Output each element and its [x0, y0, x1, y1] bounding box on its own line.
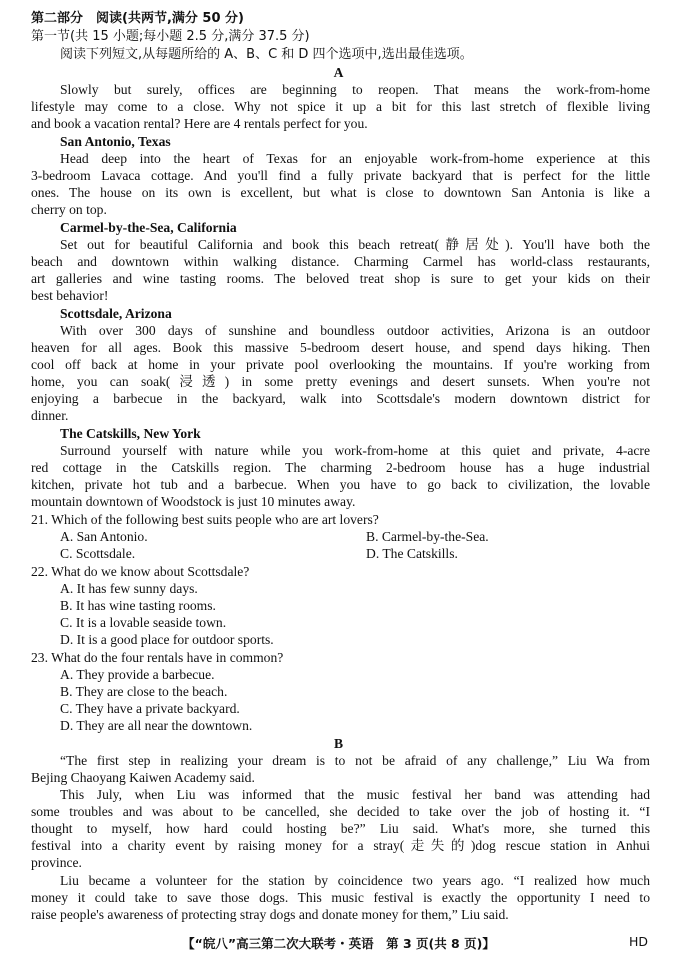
paragraph-line: Bejing Chaoyang Kaiwen Academy said.: [31, 770, 255, 785]
paragraph-line: Surround yourself with nature while you work-from-home at this quiet and private, 4-acre: [60, 443, 650, 458]
paragraph-line: Head deep into the heart of Texas for an enjoyable work-from-home experience at this: [60, 151, 650, 166]
paragraph-line: festival into a charity event by raising money for a stray(走失的)dog rescue station in Anhui: [31, 838, 650, 853]
passage-a-label: A: [333, 65, 344, 80]
question-21-option-c: C. Scottsdale.: [60, 546, 136, 561]
paragraph-line: cool off back at home in your private pool overlooking the mountains. If you're working from: [31, 357, 650, 372]
instruction-text: 阅读下列短文,从每题所给的 A、B、C 和 D 四个选项中,选出最佳选项。: [60, 47, 473, 62]
question-21-option-b: B. Carmel-by-the-Sea.: [366, 529, 489, 544]
paragraph-line: mountain downtown of Woodstock is just 10 minutes away.: [31, 494, 356, 509]
paragraph-line: home, you can soak(浸透) in some pretty evenings and desert sunsets. When you're not: [31, 374, 650, 389]
paragraph-line: 3-bedroom Lavaca cottage. And you'll find a fully private backyard that is perfect for the little: [31, 168, 650, 183]
question-23-option-a: A. They provide a barbecue.: [60, 667, 215, 682]
question-21-option-a: A. San Antonio.: [60, 529, 148, 544]
paragraph-line: cherry on top.: [31, 202, 107, 217]
paragraph-line: province.: [31, 855, 82, 870]
question-23-stem: 23. What do the four rentals have in common?: [31, 650, 284, 665]
question-22-option-b: B. It has wine tasting rooms.: [60, 598, 216, 613]
paragraph-line: ones. The house on its own is excellent, but what is close to downtown San Antonia is like a: [31, 185, 650, 200]
footer-code: HD: [629, 934, 649, 949]
paragraph-line: heaven for all ages. Book this massive 5-bedroom desert house, and spend days hiking. Then: [31, 340, 650, 355]
paragraph-line: With over 300 days of sunshine and boundless outdoor activities, Arizona is an outdoor: [60, 323, 650, 338]
question-23-option-d: D. They are all near the downtown.: [60, 718, 253, 733]
paragraph-line: art galleries and wine tasting rooms. The beloved treat shop is sure to get your kids on their: [31, 271, 650, 286]
paragraph-line: Set out for beautiful California and book this beach retreat(静居处). You'll have both the: [60, 237, 650, 252]
question-22-option-d: D. It is a good place for outdoor sports.: [60, 632, 274, 647]
paragraph-line: Liu became a volunteer for the station by coincidence two years ago. “I realized how much: [60, 873, 650, 888]
paragraph-line: some troubles and was about to be cancelled, she decided to take over the job of hosting it. “I: [31, 804, 650, 819]
rental-heading-carmel: Carmel-by-the-Sea, California: [60, 220, 237, 235]
paragraph-line: This July, when Liu was informed that the music festival her band was attending had: [60, 787, 650, 802]
part-title: 第二部分 阅读(共两节,满分 50 分): [31, 11, 244, 26]
paragraph-line: dinner.: [31, 408, 69, 423]
question-22-option-c: C. It is a lovable seaside town.: [60, 615, 227, 630]
paragraph-line: enjoying a barbecue in the backyard, walk into Scottsdale's modern downtown district for: [31, 391, 650, 406]
paragraph-line: Slowly but surely, offices are beginning to reopen. That means the work-from-home: [60, 82, 650, 97]
question-22-option-a: A. It has few sunny days.: [60, 581, 198, 596]
question-23-option-b: B. They are close to the beach.: [60, 684, 228, 699]
paragraph-line: and book a vacation rental? Here are 4 rentals perfect for you.: [31, 116, 368, 131]
page-footer: 【“皖八”高三第二次大联考・英语 第 3 页(共 8 页)】: [182, 936, 495, 951]
paragraph-line: money it could take to save those dogs. This music festival is exactly the opportunity I need to: [31, 890, 650, 905]
question-22-stem: 22. What do we know about Scottsdale?: [31, 564, 250, 579]
paragraph-line: best behavior!: [31, 288, 109, 303]
section-title: 第一节(共 15 小题;每小题 2.5 分,满分 37.5 分): [31, 29, 310, 44]
paragraph-line: red cottage in the Catskills region. The charming 2-bedroom house has a huge industrial: [31, 460, 650, 475]
rental-heading-scottsdale: Scottsdale, Arizona: [60, 306, 172, 321]
rental-heading-san-antonio: San Antonio, Texas: [60, 134, 171, 149]
question-21-option-d: D. The Catskills.: [366, 546, 458, 561]
paragraph-line: “The first step in realizing your dream is to not be afraid of any challenge,” Liu Wa from: [60, 753, 650, 768]
paragraph-line: thought to myself, how hard could hosting be?” Liu said. What's more, she turned this: [31, 821, 650, 836]
passage-b-label: B: [333, 736, 344, 751]
question-23-option-c: C. They have a private backyard.: [60, 701, 240, 716]
paragraph-line: lifestyle may come to a close. Why not spice it up a bit for this last stretch of flexible living: [31, 99, 650, 114]
rental-heading-catskills: The Catskills, New York: [60, 426, 201, 441]
question-21-stem: 21. Which of the following best suits people who are art lovers?: [31, 512, 379, 527]
paragraph-line: beach and downtown within walking distance. Charming Carmel has world-class restaurants,: [31, 254, 650, 269]
paragraph-line: raise people's awareness of protecting stray dogs and donate money for them,” Liu said.: [31, 907, 509, 922]
paragraph-line: kitchen, private hot tub and a barbecue. When you have to go back to civilization, the lovable: [31, 477, 650, 492]
